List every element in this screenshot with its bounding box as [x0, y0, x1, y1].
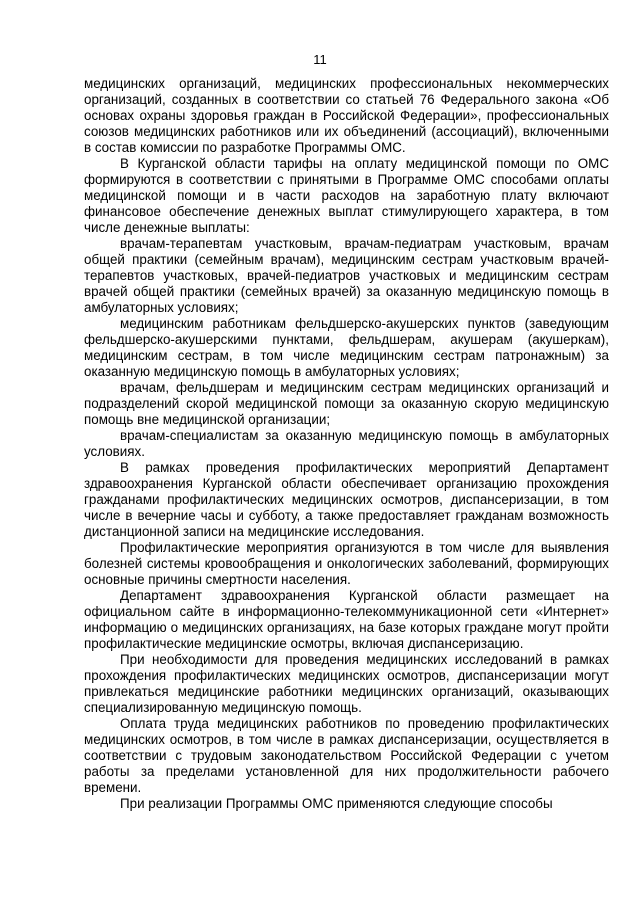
paragraph-12: При реализации Программы ОМС применяются следующие способы — [120, 796, 553, 811]
paragraph-10: При необходимости для проведения медицинских исследований в рамках прохождения профилактических медицинских осмотров, диспансеризации могут привлекаться медицинские работники медицинских организаций, оказывающих специализированную медицинскую помощь. — [84, 652, 609, 715]
document-body — [84, 76, 609, 812]
paragraph-6: врачам-специалистам за оказанную медицинскую помощь в амбулаторных условиях. — [84, 428, 609, 459]
paragraph-9: Департамент здравоохранения Курганской области размещает на официальном сайте в информационно-телекоммуникационной сети «Интернет» информацию о медицинских организациях, на базе которых граждане могут пройти профилактические медицинские осмотры, включая диспансеризацию. — [84, 588, 609, 651]
paragraph-8: Профилактические мероприятия организуются в том числе для выявления болезней системы кровообращения и онкологических заболеваний, формирующих основные причины смертности населения. — [84, 540, 609, 587]
paragraph-3: врачам-терапевтам участковым, врачам-педиатрам участковым, врачам общей практики (семейным врачам), медицинским сестрам участковым врачей-терапевтов участковых, врачей-педиатров участковых и медицинским сестрам врачей общей практики (семейных врачей) за оказанную медицинскую помощь в амбулаторных условиях; — [84, 236, 609, 315]
paragraph-4: медицинским работникам фельдшерско-акушерских пунктов (заведующим фельдшерско-акушерскими пунктами, фельдшерам, акушерам (акушеркам), медицинским сестрам, в том числе медицинским сестрам патронажным) за оказанную медицинскую помощь в амбулаторных условиях; — [84, 316, 609, 379]
paragraph-1: медицинских организаций, медицинских профессиональных некоммерческих организаций, созданных в соответствии со статьей 76 Федерального закона «Об основах охраны здоровья граждан в Российской Федерации», профессиональных союзов медицинских работников или их объединений (ассоциаций), включенными в состав комиссии по разработке Программы ОМС. — [84, 76, 609, 155]
paragraph-5: врачам, фельдшерам и медицинским сестрам медицинских организаций и подразделений скорой медицинской помощи за оказанную скорую медицинскую помощь вне медицинской организации; — [84, 380, 609, 427]
paragraph-7: В рамках проведения профилактических мероприятий Департамент здравоохранения Курганской области обеспечивает организацию прохождения гражданами профилактических медицинских осмотров, диспансеризации, в том числе в вечерние часы и субботу, а также предоставляет гражданам возможность дистанционной записи на медицинские исследования. — [84, 460, 609, 539]
page-number: 11 — [313, 52, 327, 67]
paragraph-2: В Курганской области тарифы на оплату медицинской помощи по ОМС формируются в соответствии с принятыми в Программе ОМС способами оплаты медицинской помощи и в части расходов на заработную плату включают финансовое обеспечение денежных выплат стимулирующего характера, в том числе денежные выплаты: — [84, 156, 609, 235]
paragraph-11: Оплата труда медицинских работников по проведению профилактических медицинских осмотров, в том числе в рамках диспансеризации, осуществляется в соответствии с трудовым законодательством Российской Федерации с учетом работы за пределами установленной для них продолжительности рабочего времени. — [84, 716, 609, 795]
